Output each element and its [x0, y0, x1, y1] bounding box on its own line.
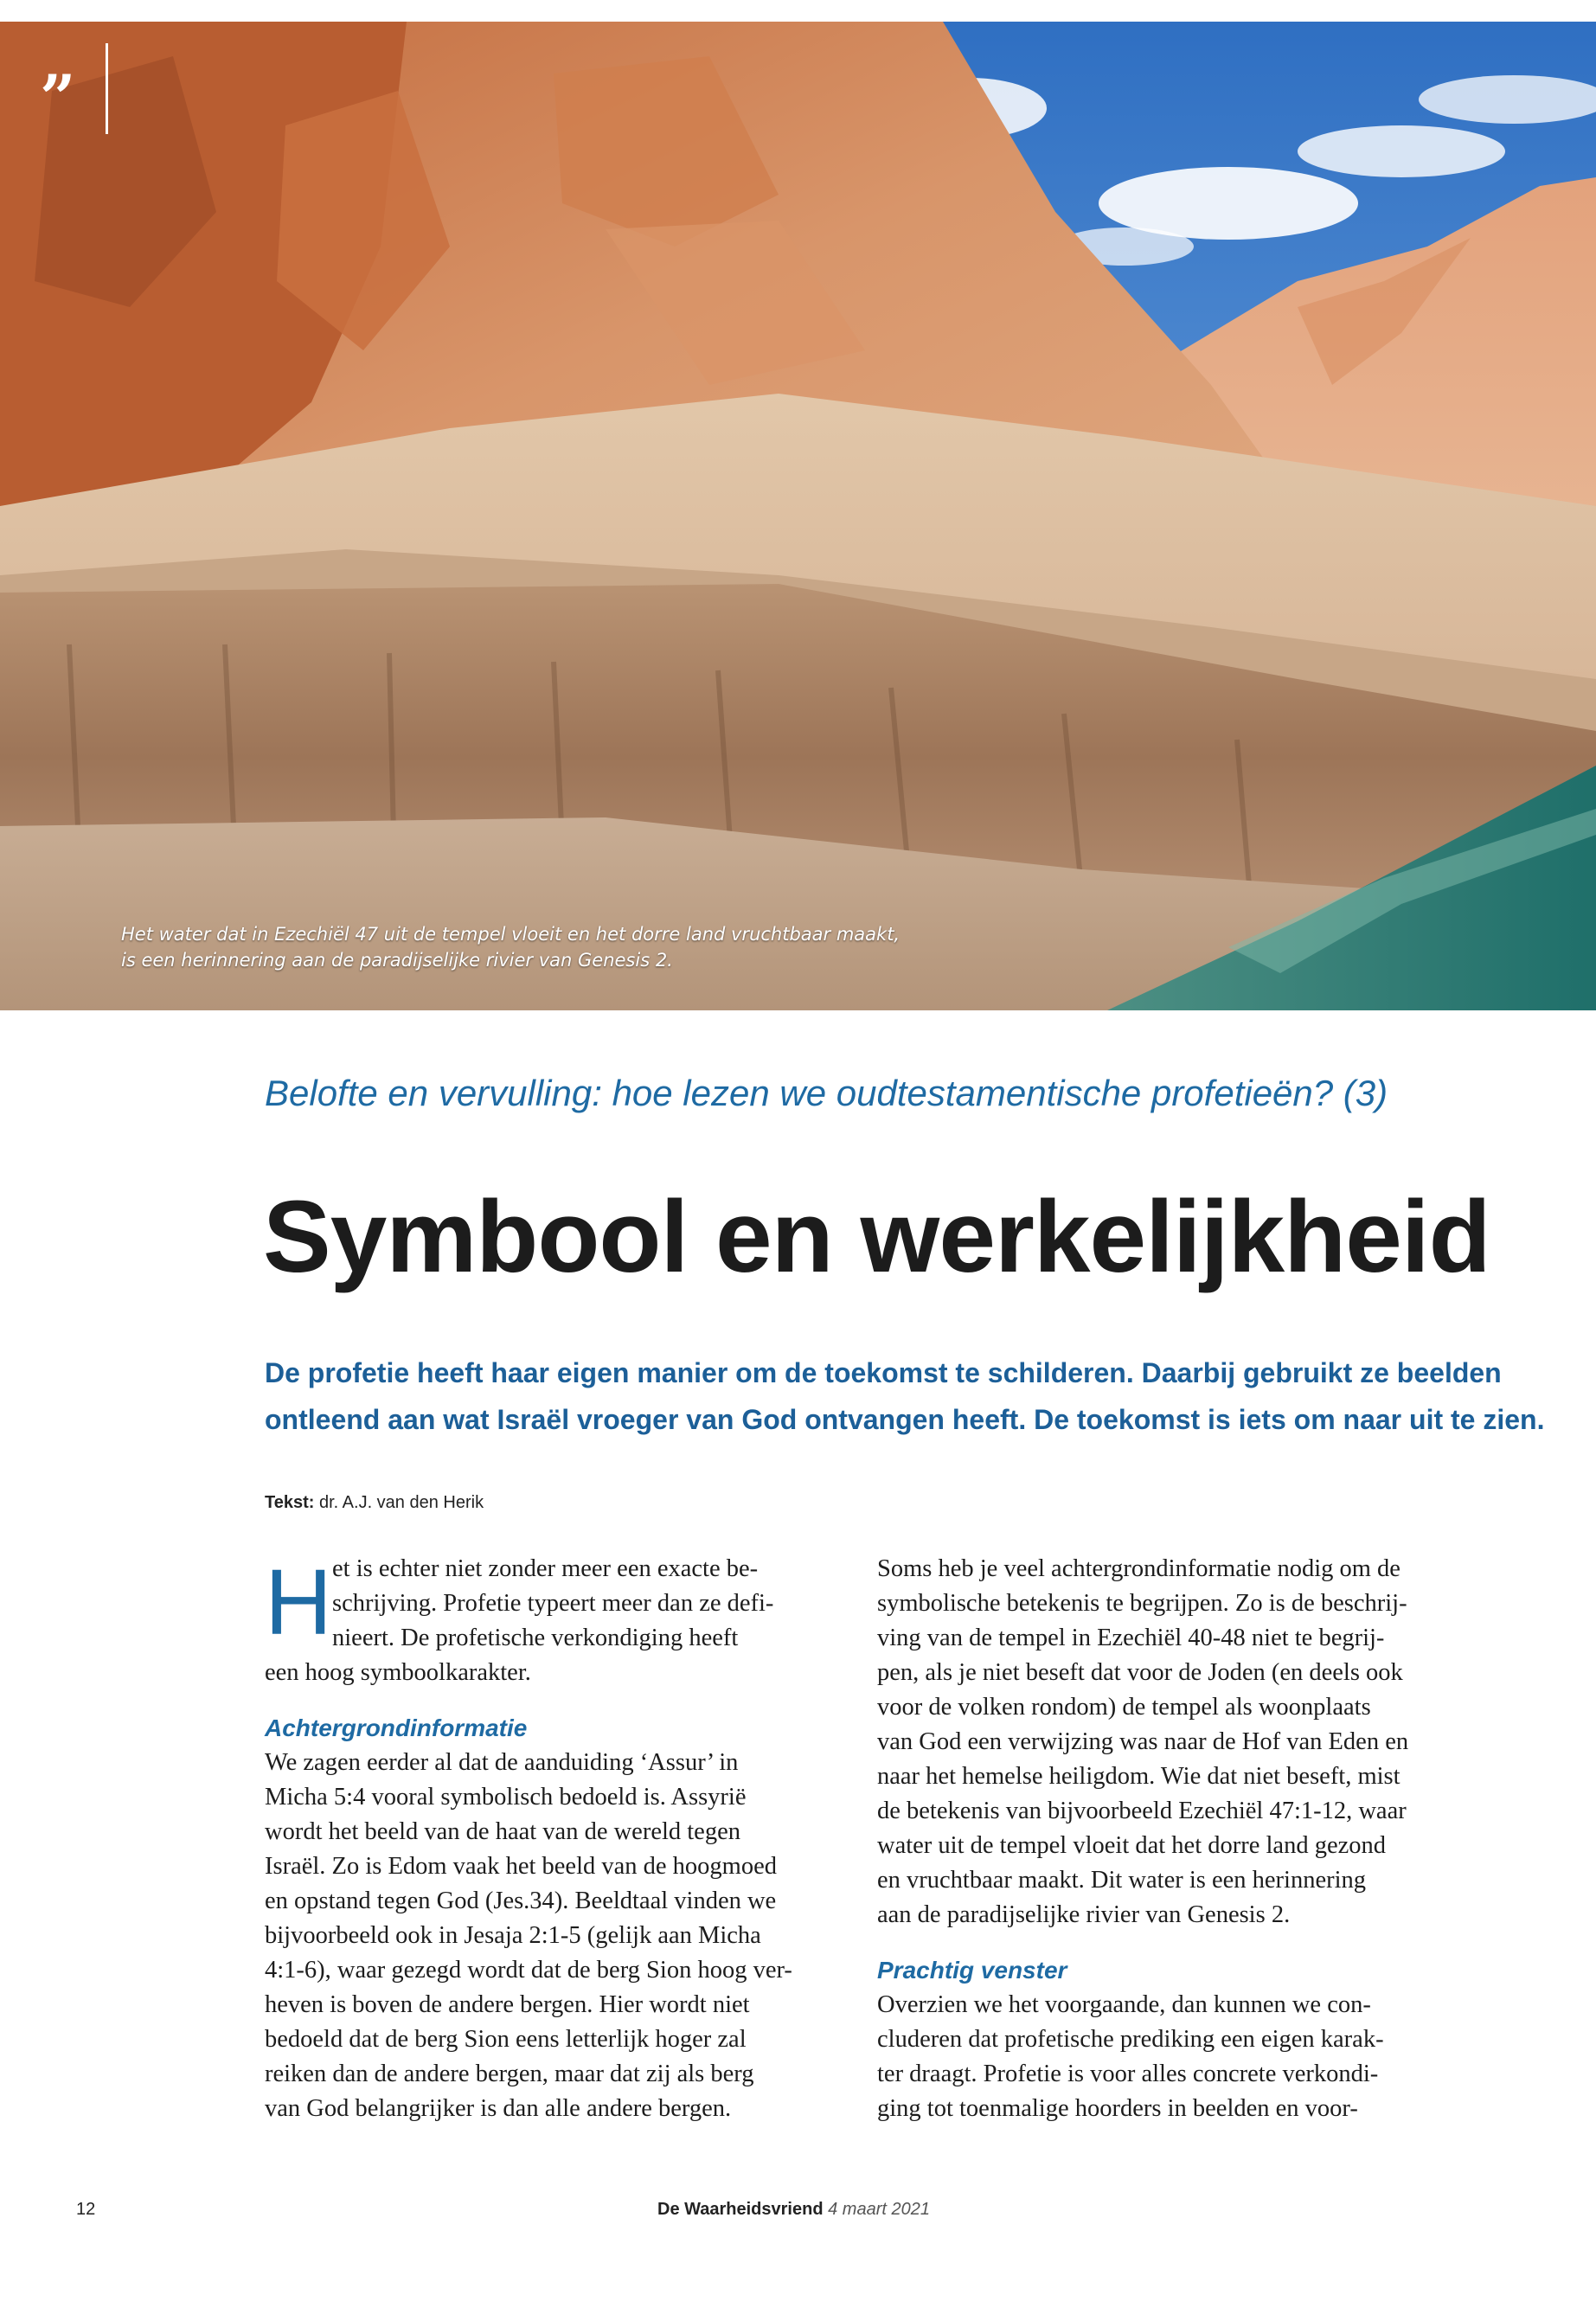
publication-name: De Waarheidsvriend	[657, 2200, 824, 2219]
publication-footer	[657, 2200, 930, 2220]
publication-date: 4 maart 2021	[828, 2200, 930, 2219]
text-line: aan de paradijselijke rivier van Genesis 2.	[877, 1901, 1291, 1928]
text-line: ter draagt. Profetie is voor alles concrete verkondi-	[877, 2061, 1379, 2087]
text-line: de betekenis van bijvoorbeeld Ezechiël 47:1-12, waar	[877, 1798, 1407, 1824]
drop-cap: H	[265, 1549, 332, 1654]
article-lead	[265, 1349, 1545, 1443]
text-line: een hoog symboolkarakter.	[265, 1659, 531, 1686]
text-line: nieert. De profetische verkondiging heeft	[332, 1625, 739, 1651]
text-line: symbolische betekenis te begrijpen. Zo is de beschrij-	[877, 1590, 1407, 1617]
body-paragraph	[265, 1746, 836, 2126]
text-line: reiken dan de andere bergen, maar dat zij als berg	[265, 2061, 754, 2087]
desert-landscape-illustration	[0, 22, 1596, 1010]
text-line: wordt het beeld van de haat van de wereld tegen	[265, 1818, 740, 1845]
text-line: heven is boven de andere bergen. Hier wordt niet	[265, 1991, 750, 2018]
hero-photo	[0, 22, 1596, 1010]
byline-author: dr. A.J. van den Herik	[318, 1493, 484, 1512]
caption-line: is een herinnering aan de paradijselijke rivier van Genesis 2.	[121, 950, 673, 971]
text-line: Overzien we het voorgaande, dan kunnen we con-	[877, 1991, 1371, 2018]
text-line: voor de volken rondom) de tempel als woonplaats	[877, 1694, 1371, 1721]
text-line: schrijving. Profetie typeert meer dan ze defi-	[332, 1590, 774, 1617]
subheading-achtergrond: Achtergrondinformatie	[265, 1715, 528, 1741]
text-line: pen, als je niet beseft dat voor de Joden (en deels ook	[877, 1659, 1403, 1686]
subheading-venster: Prachtig venster	[877, 1957, 1067, 1984]
text-line: Israël. Zo is Edom vaak het beeld van de hoogmoed	[265, 1853, 777, 1880]
left-column	[265, 1549, 836, 2126]
text-line: ving van de tempel in Ezechiël 40-48 niet te begrij-	[877, 1625, 1385, 1651]
body-paragraph	[877, 1552, 1448, 1932]
text-line: bijvoorbeeld ook in Jesaja 2:1-5 (gelijk aan Micha	[265, 1922, 761, 1949]
text-line: en vruchtbaar maakt. Dit water is een herinnering	[877, 1867, 1367, 1894]
text-line: bedoeld dat de berg Sion eens letterlijk hoger zal	[265, 2026, 747, 2053]
quote-rule	[106, 43, 108, 134]
right-column	[877, 1552, 1448, 2126]
intro-paragraph	[265, 1549, 836, 1690]
text-line: Soms heb je veel achtergrondinformatie nodig om de	[877, 1555, 1401, 1582]
article-title: Symbool en werkelijkheid	[263, 1180, 1490, 1294]
series-title: Belofte en vervulling: hoe lezen we oudtestamentische profetieën? (3)	[265, 1073, 1388, 1113]
text-line: et is echter niet zonder meer een exacte be-	[332, 1555, 759, 1582]
text-line: 4:1-6), waar gezegd wordt dat de berg Sion hoog ver-	[265, 1957, 792, 1984]
lead-line: ontleend aan wat Israël vroeger van God ontvangen heeft. De toekomst is iets om naar uit te zien.	[265, 1404, 1545, 1435]
lead-line: De profetie heeft haar eigen manier om de toekomst te schilderen. Daarbij gebruikt ze beelden	[265, 1357, 1502, 1388]
text-line: van God een verwijzing was naar de Hof van Eden en	[877, 1728, 1409, 1755]
text-line: We zagen eerder al dat de aanduiding ‘Assur’ in	[265, 1749, 739, 1776]
quote-mark-icon: ”	[40, 61, 76, 134]
page-number: 12	[76, 2200, 96, 2219]
text-line: naar het hemelse heiligdom. Wie dat niet beseft, mist	[877, 1763, 1401, 1790]
text-line: Micha 5:4 vooral symbolisch bedoeld is. Assyrië	[265, 1784, 747, 1811]
byline	[265, 1493, 484, 1513]
byline-label: Tekst:	[265, 1493, 315, 1512]
text-line: ging tot toenmalige hoorders in beelden en voor-	[877, 2095, 1358, 2122]
text-line: van God belangrijker is dan alle andere bergen.	[265, 2095, 732, 2122]
text-line: cluderen dat profetische prediking een eigen karak-	[877, 2026, 1384, 2053]
body-paragraph	[877, 1988, 1448, 2126]
photo-caption	[121, 921, 900, 973]
caption-line: Het water dat in Ezechiël 47 uit de tempel vloeit en het dorre land vruchtbaar maakt,	[121, 924, 901, 945]
text-line: en opstand tegen God (Jes.34). Beeldtaal vinden we	[265, 1888, 777, 1914]
text-line: water uit de tempel vloeit dat het dorre land gezond	[877, 1832, 1386, 1859]
